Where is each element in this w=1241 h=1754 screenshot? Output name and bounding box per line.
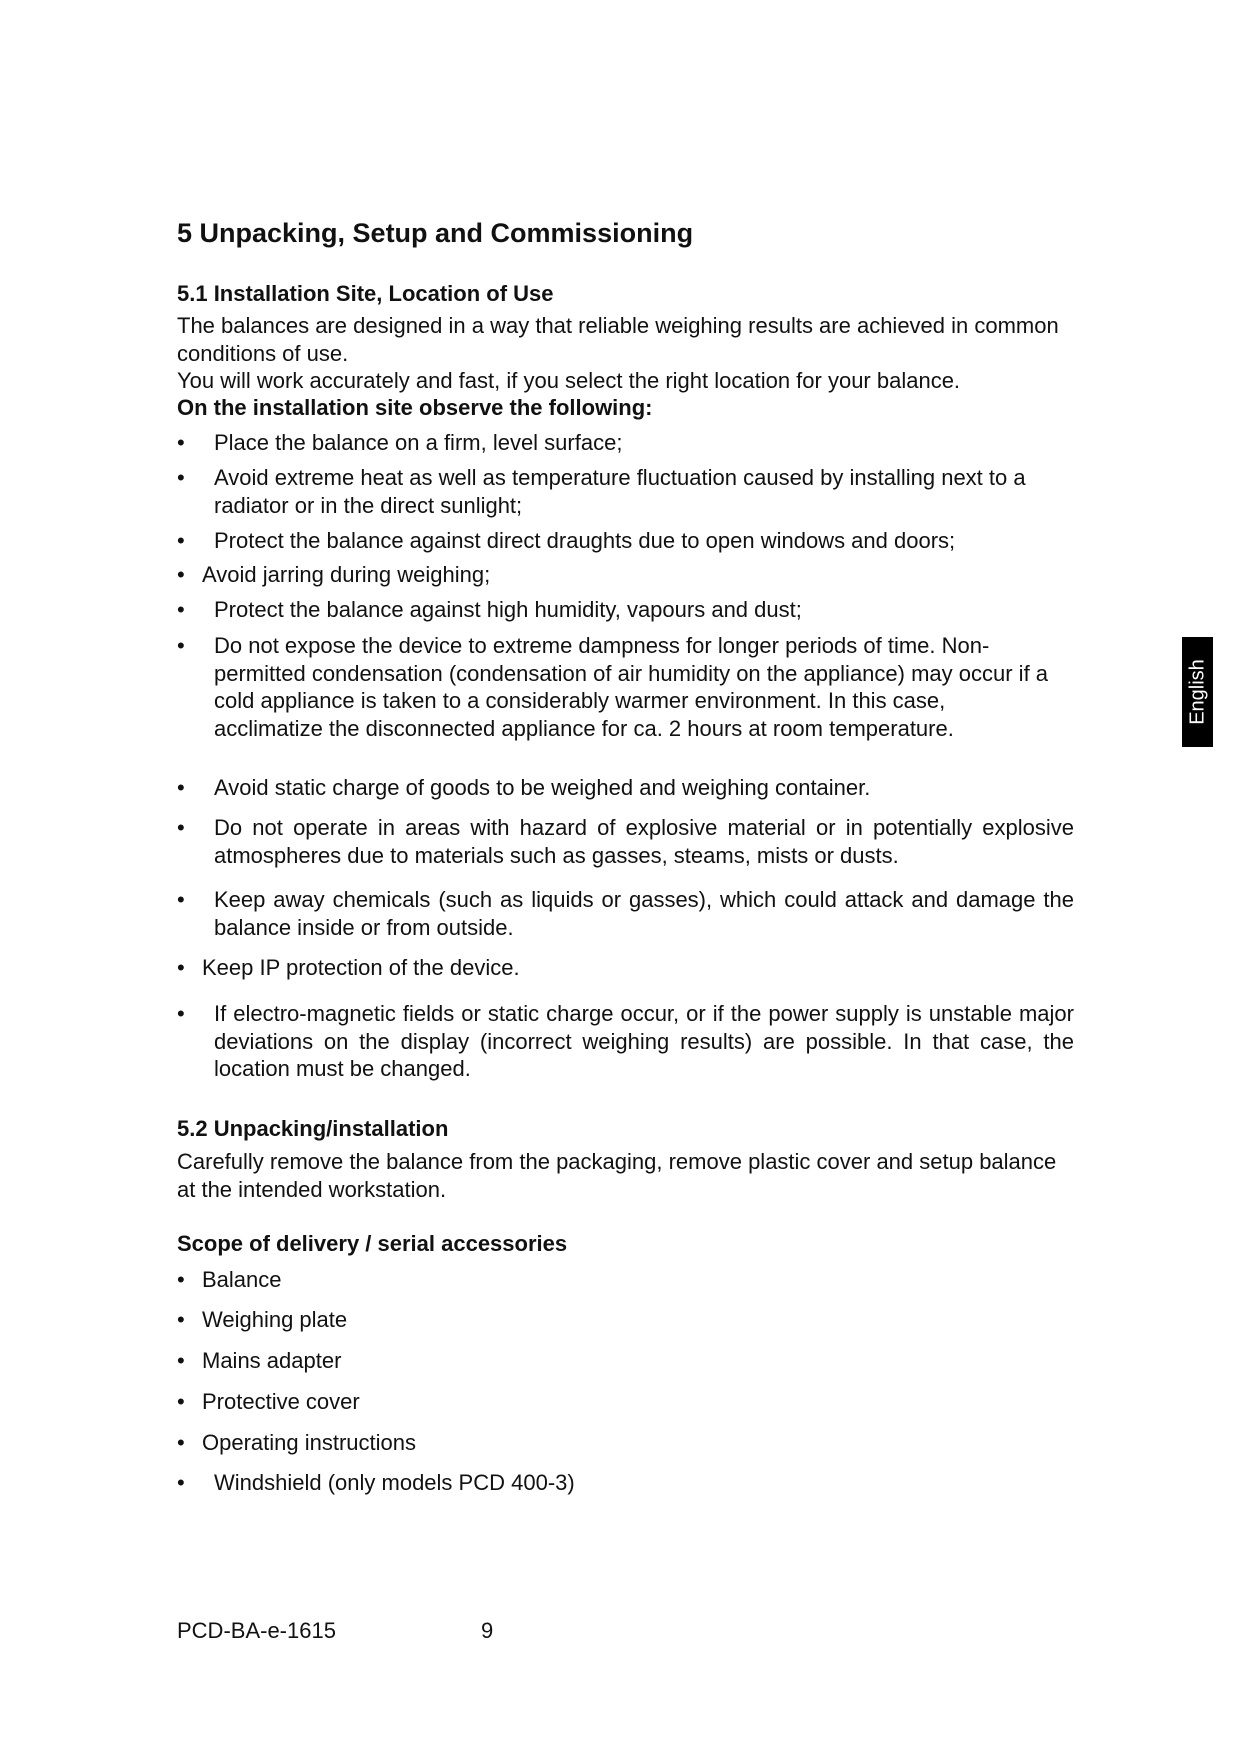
list-item [177,596,1074,624]
list-item-text: Place the balance on a firm, level surface; [214,430,623,455]
list-item [177,1306,1074,1334]
subsection-5-2-title: 5.2 Unpacking/installation [177,1116,449,1141]
list-item-text: Mains adapter [202,1348,342,1373]
location-paragraph: You will work accurately and fast, if you select the right location for your balance. [177,368,961,393]
bullet-icon: • [177,528,185,553]
list-item [177,561,1074,589]
list-item [177,886,1074,941]
bullet-icon: • [177,815,185,840]
list-item [177,464,1074,519]
list-item [177,814,1074,869]
intro-paragraph: The balances are designed in a way that reliable weighing results are achieved in common conditions of use. [177,313,1059,366]
list-item [177,1266,1074,1294]
list-item [177,1469,1074,1497]
bullet-icon: • [177,1267,185,1292]
list-item-text: Protect the balance against high humidity, vapours and dust; [214,597,802,622]
scope-heading: Scope of delivery / serial accessories [177,1231,568,1256]
list-item [177,954,1074,982]
observe-heading: On the installation site observe the following: [177,395,653,420]
list-item-text: Avoid jarring during weighing; [202,562,491,587]
bullet-icon: • [177,1389,185,1414]
bullet-icon: • [177,465,185,490]
list-item-text: Weighing plate [202,1307,348,1332]
list-item-text: Avoid static charge of goods to be weighed and weighing container. [214,775,871,800]
bullet-icon: • [177,887,185,912]
list-item [177,1000,1074,1083]
list-item-text: Do not operate in areas with hazard of explosive material or in potentially explosive atmospheres due to materials such as gasses, steams, mists or dusts. [214,815,1074,868]
list-item-text: Operating instructions [202,1430,416,1455]
language-tab-label: English [1186,659,1208,725]
section-title: 5 Unpacking, Setup and Commissioning [177,218,694,248]
list-item [177,774,1074,802]
footer-doc-id: PCD-BA-e-1615 [177,1618,336,1643]
list-item-text: If electro-magnetic fields or static charge occur, or if the power supply is unstable major deviations on the display (incorrect weighing results) are possible. In that case, the location must be changed. [214,1001,1074,1081]
bullet-icon: • [177,1470,185,1495]
bullet-icon: • [177,775,185,800]
bullet-icon: • [177,633,185,658]
bullet-icon: • [177,430,185,455]
bullet-icon: • [177,562,185,587]
list-item-text: Avoid extreme heat as well as temperature fluctuation caused by installing next to a radiator or in the direct sunlight; [214,465,1026,518]
list-item [177,527,1074,555]
list-item-text: Keep away chemicals (such as liquids or gasses), which could attack and damage the balance inside or from outside. [214,887,1074,940]
footer-page-number: 9 [481,1618,494,1643]
bullet-icon: • [177,955,185,980]
list-item-text: Protect the balance against direct draughts due to open windows and doors; [214,528,956,553]
unpacking-paragraph: Carefully remove the balance from the packaging, remove plastic cover and setup balance at the intended workstation. [177,1149,1057,1202]
list-item [177,1347,1074,1375]
list-item [177,1429,1074,1457]
list-item [177,1388,1074,1416]
language-tab [1182,637,1213,747]
list-item-text: Protective cover [202,1389,360,1414]
list-item-text: Keep IP protection of the device. [202,955,520,980]
list-item-text: Do not expose the device to extreme dampness for longer periods of time. Non-permitted condensation (condensation of air humidity on the appliance) may occur if a cold appliance is taken to a considerably warmer environment. In this case, acclimatize the disconnected appliance for ca. 2 hours at room temperature. [214,633,1049,741]
list-item-text: Balance [202,1267,282,1292]
bullet-icon: • [177,597,185,622]
bullet-icon: • [177,1001,185,1026]
list-item [177,429,1074,457]
bullet-icon: • [177,1348,185,1373]
subsection-5-1-title: 5.1 Installation Site, Location of Use [177,281,554,306]
bullet-icon: • [177,1307,185,1332]
list-item [177,632,1057,742]
bullet-icon: • [177,1430,185,1455]
list-item-text: Windshield (only models PCD 400-3) [214,1470,575,1495]
